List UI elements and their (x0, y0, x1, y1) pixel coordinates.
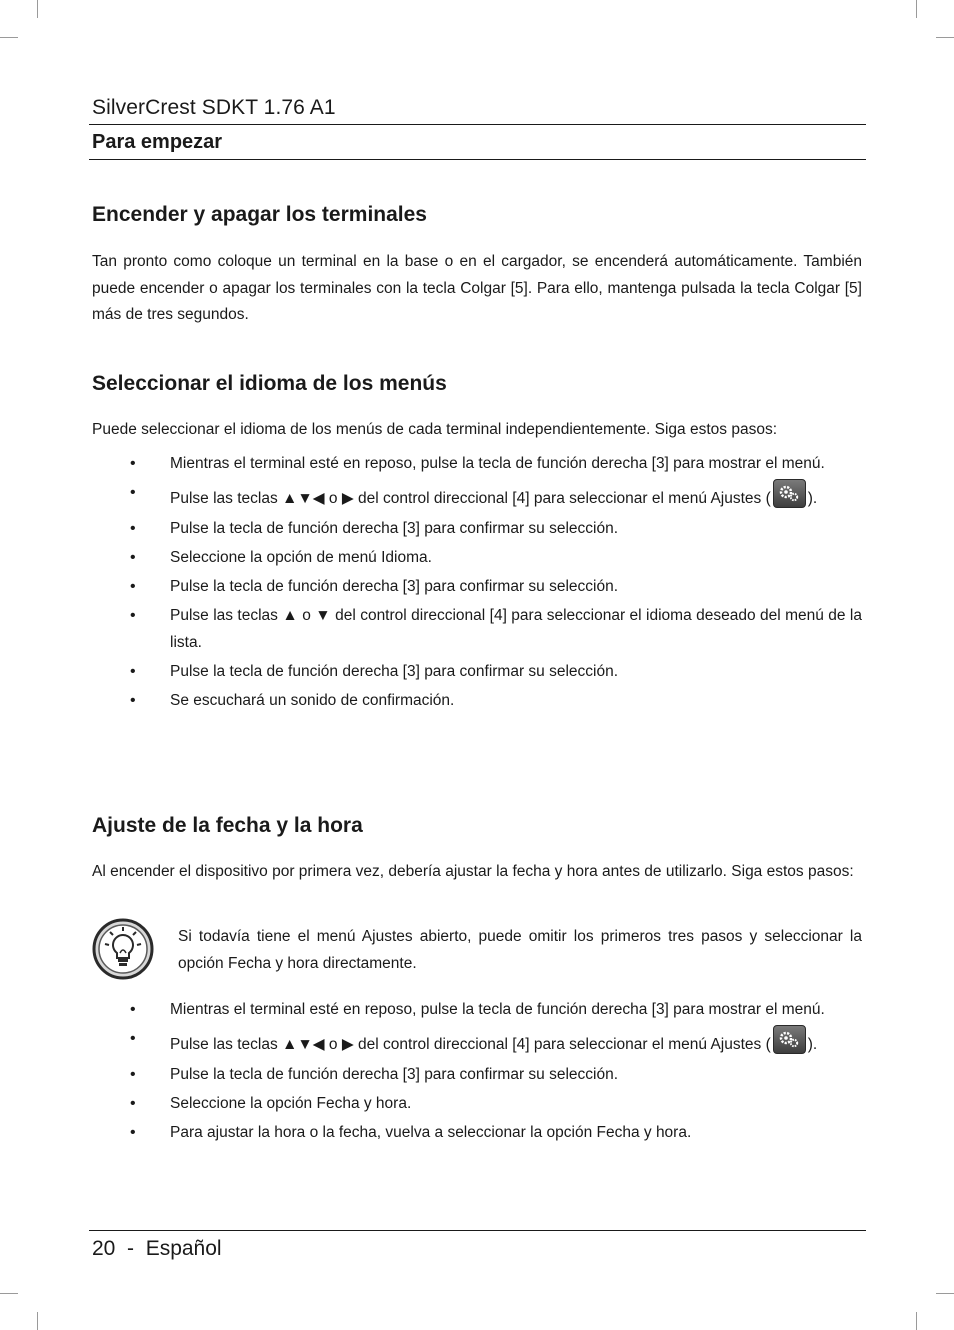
section-heading-power: Encender y apagar los terminales (92, 203, 427, 226)
date-time-steps (89, 996, 862, 1146)
crop-mark (936, 37, 954, 38)
chapter-title: Para empezar (92, 131, 223, 153)
list-item: • Pulse las teclas ▲▼◀ o ▶ del control direccional [4] para seleccionar el menú Ajustes ( ). (89, 1025, 862, 1058)
list-item: • Se escuchará un sonido de confirmación. (89, 687, 862, 714)
crop-mark (0, 37, 18, 38)
header-rule-bottom (89, 159, 866, 160)
document-title: SilverCrest SDKT 1.76 A1 (92, 96, 336, 119)
list-item: • Seleccione la opción de menú Idioma. (89, 544, 862, 571)
list-item: • Mientras el terminal esté en reposo, pulse la tecla de función derecha [3] para mostrar el menú. (89, 450, 862, 477)
list-item: • Pulse la tecla de función derecha [3] para confirmar su selección. (89, 515, 862, 542)
list-item: • Pulse las teclas ▲▼◀ o ▶ del control direccional [4] para seleccionar el menú Ajustes ( ). (89, 479, 862, 512)
header-rule-top (89, 124, 866, 125)
crop-mark (936, 1293, 954, 1294)
list-item: • Mientras el terminal esté en reposo, pulse la tecla de función derecha [3] para mostrar el menú. (89, 996, 862, 1023)
language-steps (89, 450, 862, 714)
list-item: • Seleccione la opción Fecha y hora. (89, 1090, 862, 1117)
list-item: • Pulse las teclas ▲ o ▼ del control direccional [4] para seleccionar el idioma deseado del menú de la lista. (89, 602, 862, 656)
list-item: • Para ajustar la hora o la fecha, vuelva a seleccionar la opción Fecha y hora. (89, 1119, 862, 1146)
settings-gears-icon (773, 1025, 806, 1054)
crop-mark (916, 0, 917, 18)
language-intro: Puede seleccionar el idioma de los menús de cada terminal independientemente. Siga estos pasos: (92, 421, 778, 438)
crop-mark (916, 1312, 917, 1330)
date-time-intro: Al encender el dispositivo por primera vez, debería ajustar la fecha y hora antes de utilizarlo. Siga estos pasos: (92, 863, 854, 880)
lightbulb-tip-icon (92, 918, 154, 980)
crop-mark (37, 1312, 38, 1330)
tip-text: Si todavía tiene el menú Ajustes abierto, puede omitir los primeros tres pasos y seleccionar la opción Fecha y hora directamente. (178, 928, 862, 972)
crop-mark (37, 0, 38, 18)
list-item: • Pulse la tecla de función derecha [3] para confirmar su selección. (89, 573, 862, 600)
power-paragraph: Tan pronto como coloque un terminal en la base o en el cargador, se encenderá automáticamente. También puede encender o apagar los terminales con la tecla Colgar [5]. Para ello, mantenga pulsada la tecla Colgar [5] más de tres segundos. (92, 253, 862, 323)
crop-mark (0, 1293, 18, 1294)
page-number: 20 - Español (92, 1237, 222, 1260)
section-heading-language: Seleccionar el idioma de los menús (92, 372, 447, 395)
footer-rule (89, 1230, 866, 1231)
list-item: • Pulse la tecla de función derecha [3] para confirmar su selección. (89, 1061, 862, 1088)
section-heading-date-time: Ajuste de la fecha y la hora (92, 814, 363, 837)
list-item: • Pulse la tecla de función derecha [3] para confirmar su selección. (89, 658, 862, 685)
settings-gears-icon (773, 479, 806, 508)
